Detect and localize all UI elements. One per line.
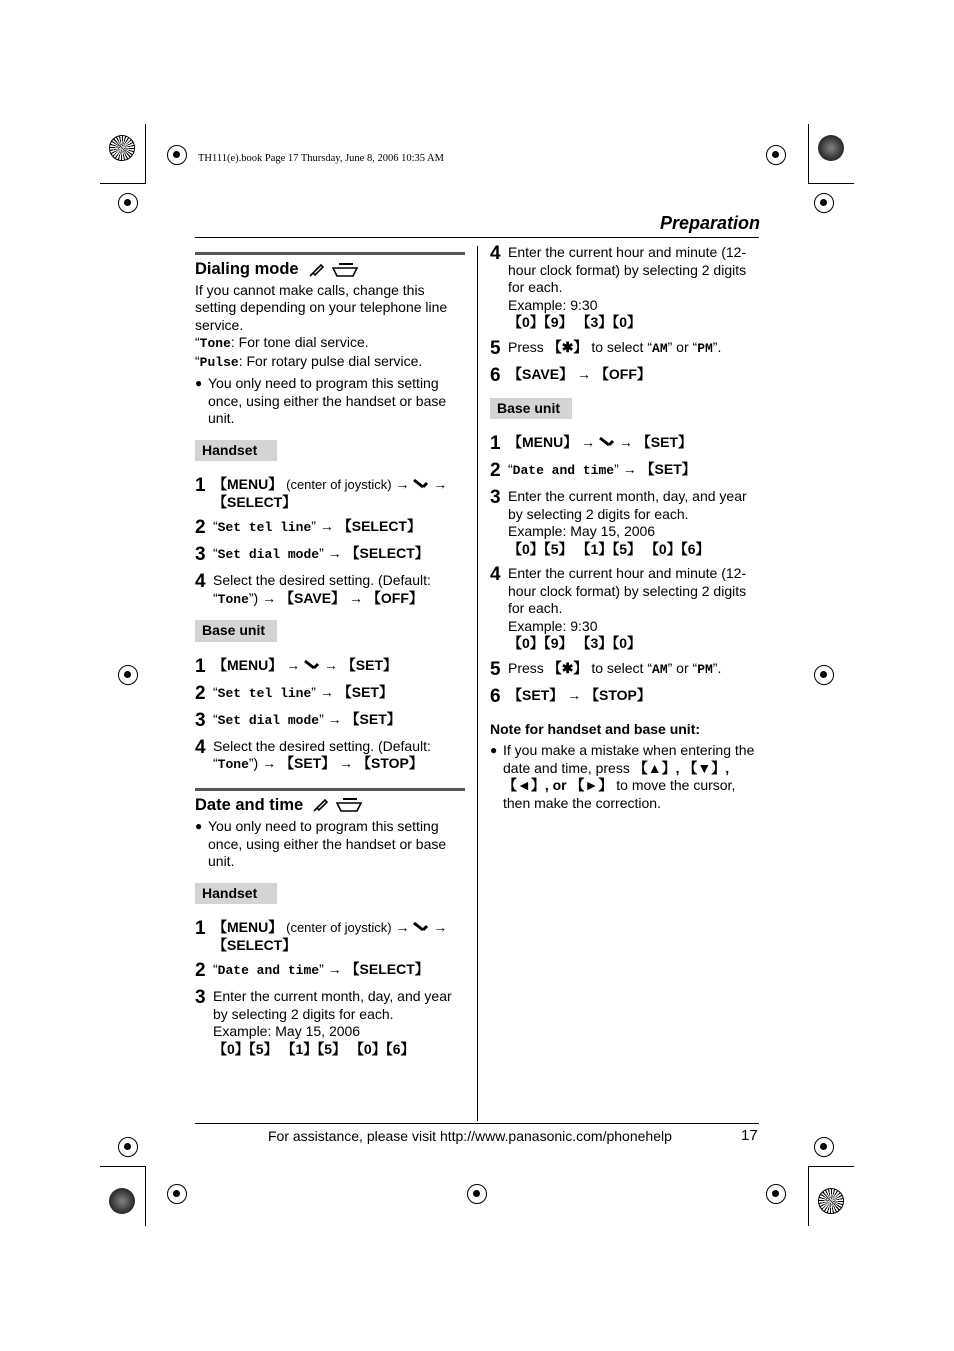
menu-code: PM — [697, 661, 713, 677]
dialing-mode-title: Dialing mode — [195, 260, 299, 278]
crop-mark — [808, 1166, 854, 1167]
crosshair-mark-icon — [814, 1137, 834, 1157]
key-label: SET — [654, 461, 682, 477]
wrench-icon — [413, 920, 429, 932]
tone-line: “Tone: For tone dial service. — [195, 334, 369, 351]
key-label: OFF — [380, 589, 409, 606]
date-time-title: Date and time — [195, 795, 304, 814]
step-4: 4 Select the desired setting. (Default: “Tone”) → 【SAVE】 → 【OFF】 — [195, 571, 431, 607]
header-rule — [195, 237, 759, 238]
crosshair-mark-icon — [118, 665, 138, 685]
digit-keys: 【0】【5】 【1】【5】 【0】【6】 — [213, 1040, 415, 1057]
menu-code: AM — [652, 661, 668, 677]
crop-mark — [145, 124, 146, 184]
crosshair-mark-icon — [118, 193, 138, 213]
step-4: 4 Select the desired setting. (Default: “Tone”) → 【SET】 → 【STOP】 — [195, 736, 431, 772]
note-text: to move the cursor, then make the correction. — [503, 777, 736, 811]
wrench-icon — [304, 658, 320, 670]
footer-rule — [195, 1123, 759, 1124]
digit-keys: 【0】【9】 【3】【0】 — [508, 635, 642, 651]
crosshair-mark-icon — [814, 665, 834, 685]
key-label: SAVE — [522, 365, 560, 382]
step-text: Enter the current month, day, and year by selecting 2 digits for each. — [508, 488, 747, 522]
key-label: MENU — [227, 476, 269, 492]
step-note: (center of joystick) — [286, 477, 392, 492]
star-key-icon: ✱ — [561, 338, 574, 355]
step-1: 1 【MENU】 → → 【SET】 — [195, 655, 398, 677]
key-label: STOP — [599, 686, 637, 703]
base-unit-icon — [335, 797, 363, 813]
menu-code: PM — [697, 340, 713, 356]
menu-code: Set dial mode — [217, 712, 320, 728]
step-text: to select “ — [591, 338, 653, 355]
base-unit-tag: Base unit — [195, 620, 277, 642]
menu-code: Set tel line — [217, 685, 312, 701]
step-text: Enter the current hour and minute (12-hour clock format) by selecting 2 digits for each. — [508, 565, 747, 616]
example-text: Example: 9:30 — [508, 296, 598, 313]
registration-dial-icon — [109, 135, 135, 161]
key-label: SAVE — [294, 589, 332, 606]
handset-icon — [311, 797, 329, 813]
print-info: TH111(e).book Page 17 Thursday, June 8, 2006 10:35 AM — [198, 153, 444, 164]
example-text: Example: May 15, 2006 — [508, 523, 656, 539]
pulse-desc: : For rotary pulse dial service. — [238, 352, 423, 369]
step-5: 5 Press 【✱】 to select “AM” or “PM”. — [490, 658, 722, 680]
menu-code: Date and time — [217, 963, 320, 978]
step-text: ” or “ — [667, 659, 698, 676]
crop-mark — [100, 1166, 146, 1167]
wrench-icon — [599, 435, 615, 447]
dialing-mode-intro: If you cannot make calls, change this setting depending on your telephone line service. — [195, 281, 448, 333]
example-text: Example: 9:30 — [508, 617, 598, 634]
step-text: Select the desired setting. (Default: — [213, 572, 431, 588]
crop-mark — [145, 1166, 146, 1226]
key-label: MENU — [227, 656, 269, 673]
step-4: 4 Enter the current hour and minute (12-hour clock format) by selecting 2 digits for each. Example: 9:30 【0】【9】 【3】【0】 — [490, 243, 747, 330]
tone-code: Tone — [199, 336, 231, 351]
menu-code: Tone — [217, 591, 249, 607]
tone-desc: : For tone dial service. — [230, 334, 369, 350]
key-label: SET — [522, 686, 550, 703]
step-note: (center of joystick) — [286, 920, 392, 935]
step-text: Press — [508, 338, 544, 355]
step-3: 3 Enter the current month, day, and year by selecting 2 digits for each. Example: May 15, 2006 【0】【5】 【1】【5】 【0】【6】 — [195, 987, 452, 1057]
handset-tag: Handset — [195, 440, 277, 462]
key-label: SET — [294, 755, 322, 771]
step-text: Enter the current hour and minute (12-hour clock format) by selecting 2 digits for each. — [508, 244, 747, 295]
key-label: SET — [359, 710, 387, 727]
step-3: 3 “Set dial mode” → 【SELECT】 — [195, 544, 429, 565]
right-column — [490, 244, 760, 812]
note-title: Note for handset and base unit: — [490, 720, 701, 737]
step-text: Enter the current month, day, and year by selecting 2 digits for each. — [213, 988, 452, 1022]
key-label: STOP — [371, 755, 409, 771]
digit-keys: 【0】【5】 【1】【5】 【0】【6】 — [508, 540, 710, 557]
left-column — [195, 252, 465, 1058]
crosshair-mark-icon — [814, 193, 834, 213]
wrench-icon — [413, 477, 429, 489]
step-text: ”. — [712, 659, 722, 676]
dialing-mode-heading — [195, 261, 465, 279]
key-label: MENU — [522, 434, 564, 450]
bullet-dot-icon: ● — [195, 376, 203, 390]
step-text: Select the desired setting. (Default: — [213, 737, 431, 754]
step-text: to select “ — [591, 659, 653, 676]
step-6: 6 【SET】 → 【STOP】 — [490, 685, 651, 707]
key-label: SELECT — [227, 493, 283, 510]
arrow-keys: 【▲】, 【▼】, 【◄】, or 【►】 — [503, 759, 730, 793]
handset-tag: Handset — [195, 883, 277, 905]
base-unit-icon — [331, 262, 359, 278]
page-number: 17 — [741, 1127, 758, 1144]
bullet-text: You only need to program this setting once, using either the handset or base unit. — [208, 375, 447, 426]
note-text: If you make a mistake when entering the date and time, press — [503, 742, 755, 776]
section-rule — [195, 252, 465, 255]
step-2: 2 “Set tel line” → 【SELECT】 — [195, 517, 421, 538]
crosshair-mark-icon — [766, 145, 786, 165]
date-time-heading — [195, 797, 465, 815]
crop-mark — [808, 183, 854, 184]
step-2: 2 “Date and time” → 【SET】 — [490, 460, 696, 481]
column-divider — [477, 246, 478, 1121]
key-label: SET — [355, 656, 384, 673]
digit-keys: 【0】【9】 【3】【0】 — [508, 314, 642, 330]
crosshair-mark-icon — [167, 1184, 187, 1204]
menu-code: AM — [652, 340, 668, 356]
bullet-item — [195, 818, 465, 871]
base-unit-tag: Base unit — [490, 398, 572, 420]
bullet-dot-icon: ● — [195, 819, 203, 833]
crop-mark — [808, 124, 809, 184]
step-4: 4 Enter the current hour and minute (12-hour clock format) by selecting 2 digits for each. Example: 9:30 【0】【9】 【3】【0】 — [490, 564, 747, 651]
registration-dial-icon — [109, 1188, 135, 1214]
step-text: Press — [508, 659, 544, 676]
step-1: 1 【MENU】 → → 【SET】 — [490, 433, 693, 454]
key-label: OFF — [608, 365, 637, 382]
handset-icon — [307, 262, 325, 278]
section-header: Preparation — [660, 213, 761, 233]
registration-dial-icon — [818, 1188, 844, 1214]
step-1: 1 【MENU】 (center of joystick) → → 【SELECT】 — [195, 475, 448, 510]
star-key-icon: ✱ — [561, 659, 574, 676]
step-text: ” or “ — [667, 338, 698, 355]
step-6: 6 【SAVE】 → 【OFF】 — [490, 364, 651, 386]
step-3: 3 “Set dial mode” → 【SET】 — [195, 709, 401, 731]
key-label: SELECT — [351, 518, 407, 534]
crop-mark — [100, 183, 146, 184]
crosshair-mark-icon — [467, 1184, 487, 1204]
section-rule — [195, 788, 465, 791]
step-text: ”. — [712, 338, 722, 355]
crosshair-mark-icon — [118, 1137, 138, 1157]
step-5: 5 Press 【✱】 to select “AM” or “PM”. — [490, 337, 722, 359]
pulse-code: Pulse — [199, 354, 239, 370]
bullet-item — [195, 375, 465, 428]
menu-code: Set dial mode — [217, 547, 320, 562]
step-2: 2 “Set tel line” → 【SET】 — [195, 682, 393, 704]
menu-code: Set tel line — [217, 520, 312, 535]
menu-code: Tone — [217, 757, 249, 772]
step-1: 1 【MENU】 (center of joystick) → → 【SELECT】 — [195, 918, 448, 953]
note-bullet — [490, 742, 760, 812]
step-3: 3 Enter the current month, day, and year by selecting 2 digits for each. Example: May 15, 2006 【0】【5】 【1】【5】 【0】【6】 — [490, 487, 747, 557]
crop-mark — [808, 1166, 809, 1226]
key-label: SELECT — [227, 936, 283, 953]
menu-code: Date and time — [512, 463, 615, 478]
registration-dial-icon — [818, 135, 844, 161]
crosshair-mark-icon — [766, 1184, 786, 1204]
step-2: 2 “Date and time” → 【SELECT】 — [195, 960, 429, 981]
pulse-line: “Pulse: For rotary pulse dial service. — [195, 352, 423, 370]
bullet-dot-icon: ● — [490, 743, 498, 757]
bullet-text: You only need to program this setting once, using either the handset or base unit. — [208, 818, 447, 869]
example-text: Example: May 15, 2006 — [213, 1023, 361, 1039]
key-label: MENU — [227, 919, 269, 935]
footer-text: For assistance, please visit http://www.panasonic.com/phonehelp — [268, 1128, 672, 1144]
key-label: SET — [351, 683, 379, 700]
key-label: SELECT — [359, 961, 415, 977]
crosshair-mark-icon — [167, 145, 187, 165]
key-label: SET — [650, 434, 679, 450]
key-label: SELECT — [359, 545, 415, 561]
